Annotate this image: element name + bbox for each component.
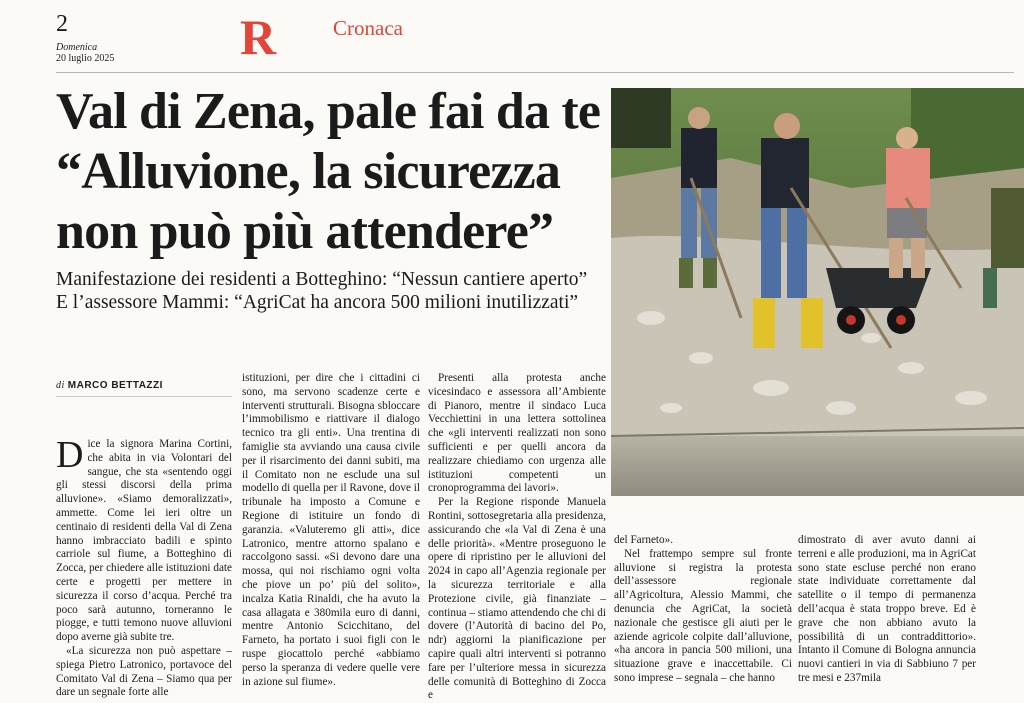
article-column-2 xyxy=(242,372,420,689)
article-column-5 xyxy=(798,534,976,686)
headline-line: Val di Zena, pale fai da te xyxy=(56,83,601,140)
paragraph: istituzioni, per dire che i cittadini ci sono, ma servono scadenze certe e interventi strutturali. Bisogna sbloccare l’immobilismo e riattivare il dialogo tecnico tra gli enti». Una trentina di famiglie sta avviando una causa civile per il risarcimento dei danni subiti, ma il Comitato non ne esclude una sul modello di quella per il Ravone, dove il tribunale ha imposto a Comune e Regione di istituire un fondo di garanzia. «Valuteremo gli atti», dice Latronico, mentre attorno spalano e raccolgono sassi. «Si devono dare una mossa, qui noi rischiamo ogni volta che piove un po’ più del solito», incalza Katia Rinaldi, che ha avuto la casa allagata e 380mila euro di danni, mentre Antonio Scicchitano, del Farneto, ha portato i suoi figli con le ruspe giocattolo perché «abbiamo perso la speranza di vedere quelle vere in azione sul fiume». xyxy=(242,372,420,688)
subhead-line: Manifestazione dei residenti a Botteghino: “Nessun cantiere aperto” xyxy=(56,269,588,290)
paragraph-text: ice la signora Marina Cortini, che abita in via Volontari del sangue, che sta «sentendo oggi gli stessi discorsi della prima alluvione». «Siamo demoralizzati», ammette. Come lei ieri oltre un centinaio di residenti della Val di Zena hanno imbracciato badili e spinto carriole sul fiume, a Botteghino di Zocca, per chiedere alle istituzioni date certe e progetti per mettere in sicurezza il corso d’acqua. Perché tra poco sarà autunno, torneranno le piogge, e tutti temono nuove alluvioni dopo averne già subite tre. xyxy=(56,438,232,644)
paragraph: Nel frattempo sempre sul fronte alluvione si registra la protesta dell’assessore regionale all’Agricoltura, Alessio Mammi, che denuncia che AgriCat, la società nazionale che gestisce gli aiuti per le aziende agricole colpite dall’alluvione, «ha ancora in pancia 500 milioni, una situazione grave e inaccettabile. Ci sono imprese – segnala – che hanno xyxy=(614,547,792,684)
headline-line: non può più attendere” xyxy=(56,203,554,260)
drop-cap: D xyxy=(56,434,84,476)
river-cleanup-photo xyxy=(611,88,1024,496)
masthead-divider xyxy=(56,72,1014,73)
issue-date: 20 luglio 2025 xyxy=(56,53,115,64)
newspaper-logo: R xyxy=(240,9,277,65)
issue-day: Domenica xyxy=(56,42,98,53)
article-column-3 xyxy=(428,372,606,703)
paragraph: dimostrato di aver avuto danni ai terreni e alle produzioni, ma in AgriCat sono state escluse perché non erano state individuate correttamente dal satellite o il tempo di permanenza dell’acqua è stata troppo breve. Ed è grave che non abbiano avuto la possibilità di un contraddittorio». Intanto il Comune di Bologna annuncia nuovi cantieri in via di Sabbiuno 7 per tre mesi e 237mila xyxy=(798,534,976,684)
byline-prefix: di xyxy=(56,380,65,391)
subhead-line: E l’assessore Mammi: “AgriCat ha ancora 500 milioni inutilizzati” xyxy=(56,292,579,313)
paragraph: Presenti alla protesta anche vicesindaco e assessora all’Ambiente di Pianoro, mentre il sindaco Luca Vecchiettini in una lettera sottolinea che «gli interventi realizzati non sono sufficienti e per quelli ancora da realizzare chiediamo con urgenza alle istituzioni competenti un cronoprogramma dei lavori». xyxy=(428,372,606,495)
section-title: Cronaca xyxy=(333,16,403,40)
byline-divider xyxy=(56,396,232,397)
paragraph: del Farneto». xyxy=(614,534,674,546)
byline-author: MARCO BETTAZZI xyxy=(67,380,163,391)
headline xyxy=(56,82,612,262)
byline xyxy=(56,380,163,391)
article-column-1 xyxy=(56,434,232,700)
paragraph: «La sicurezza non può aspettare – spiega Pietro Latronico, portavoce del Comitato Val di Zena – Siamo qua per dare un segnale forte alle xyxy=(56,644,232,699)
page-number: 2 xyxy=(56,11,68,37)
article-photo xyxy=(611,88,1024,496)
article-column-4 xyxy=(614,534,792,686)
paragraph: Per la Regione risponde Manuela Rontini, sottosegretaria alla presidenza, assicurando che «la Val di Zena è una delle priorità». «Mentre proseguono le opere di ripristino per le alluvioni del 2024 in capo all’Agenzia regionale per la sicurezza territoriale e alla Protezione civile, già finanziate – continua – stiamo attendendo che chi di dovere (l’Autorità di bacino del Po, ndr) aggiorni la pianificazione per capire quali altri interventi si potranno fare per l’ulteriore messa in sicurezza delle comunità di Botteghino di Zocca e xyxy=(428,496,606,702)
subheadline xyxy=(56,268,606,314)
paragraph xyxy=(56,434,232,645)
headline-line: “Alluvione, la sicurezza xyxy=(56,143,561,200)
